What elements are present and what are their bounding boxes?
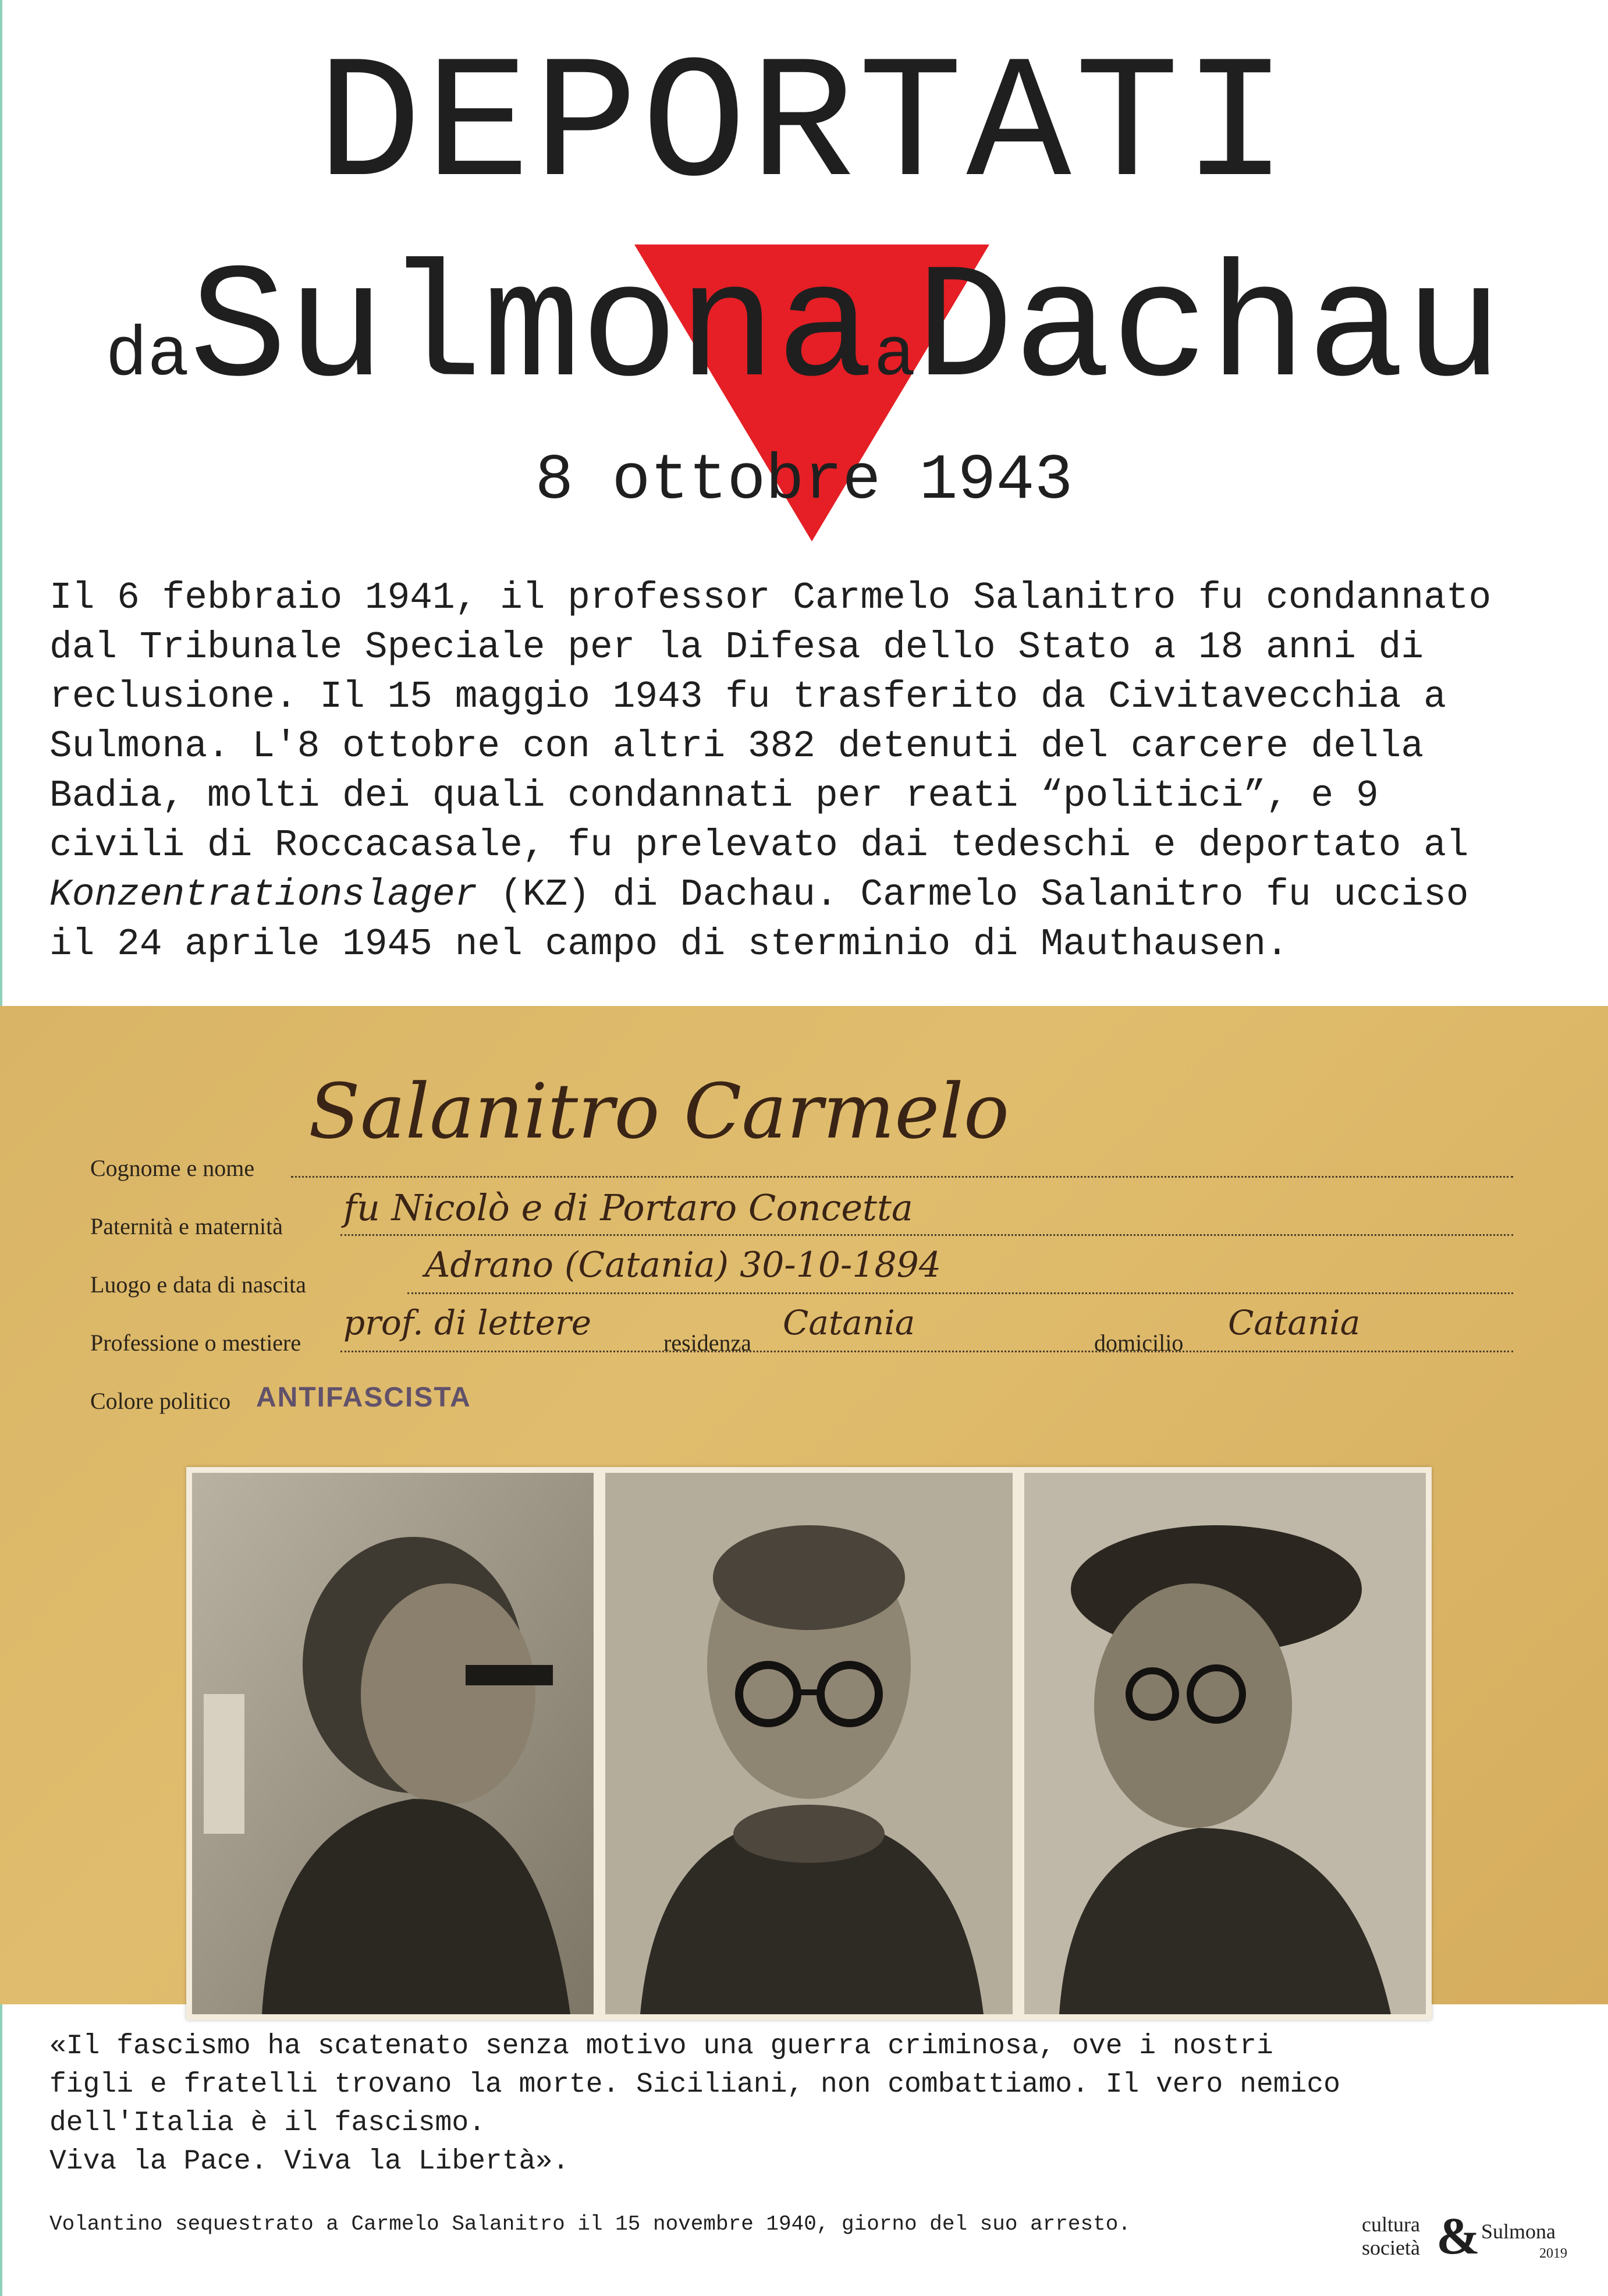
- card-profession-handwritten: prof. di lettere: [343, 1303, 592, 1342]
- quote-caption: Volantino sequestrato a Carmelo Salanitro il 15 novembre 1940, giorno del suo arresto.: [49, 2212, 1131, 2236]
- card-stamp-antifascista: ANTIFASCISTA: [256, 1382, 471, 1413]
- page-title: DEPORTATI: [317, 29, 1291, 227]
- mugshot-profile-right-with-hat: [1024, 1473, 1426, 2014]
- quote-text: «Il fascismo ha scatenato senza motivo una guerra criminosa, ove i nostri figli e fratelli trovano la morte. Siciliani, non combattiamo. Il vero nemico dell'Italia è il fascismo. Viva la Pace. Viva la Libertà».: [49, 2031, 1340, 2177]
- card-line: [340, 1234, 1513, 1236]
- card-residence-handwritten: Catania: [783, 1303, 915, 1342]
- card-label-cognome: Cognome e nome: [90, 1155, 255, 1181]
- subtitle-from-prefix: da: [105, 317, 190, 396]
- card-parents-handwritten: fu Nicolò e di Portaro Concetta: [343, 1186, 913, 1229]
- card-label-luogo: Luogo e data di nascita: [90, 1271, 306, 1298]
- cultura-societa-logo: [1362, 2206, 1595, 2276]
- subtitle-to: Dachau: [915, 239, 1503, 424]
- logo-ampersand: &: [1436, 2208, 1480, 2265]
- logo-word-sulmona: Sulmona: [1481, 2220, 1556, 2243]
- subtitle-to-prefix: a: [874, 317, 916, 396]
- card-line: [291, 1176, 1513, 1178]
- body-part-1: Il 6 febbraio 1941, il professor Carmelo Salanitro fu condannato dal Tribunale Speciale per la Difesa dello Stato a 18 anni di reclusione. Il 15 maggio 1943 fu trasferito da Civitavecchia a Sulmona. L'8 ottobre con altri 382 detenuti del carcere della Badia, molti dei quali condannati per reati “politici”, e 9 civili di Roccacasale, fu prelevato dai tedeschi e deportato al: [49, 577, 1492, 867]
- event-date: 8 ottobre 1943: [535, 445, 1073, 518]
- body-paragraph: [49, 573, 1563, 969]
- card-birth-handwritten: Adrano (Catania) 30-10-1894: [425, 1245, 942, 1285]
- logo-word-cultura: cultura: [1362, 2213, 1420, 2236]
- mugshot-profile-left: [192, 1473, 594, 2014]
- card-label-colore: Colore politico: [90, 1388, 231, 1414]
- card-label-domicilio: domicilio: [1094, 1330, 1184, 1356]
- mugshot-strip: [186, 1467, 1432, 2020]
- body-part-2: (KZ) di Dachau. Carmelo Salanitro fu ucciso il 24 aprile 1945 nel campo di sterminio di Mauthausen.: [49, 874, 1469, 966]
- card-domicile-handwritten: Catania: [1228, 1303, 1361, 1342]
- card-label-paternita: Paternità e maternità: [90, 1213, 283, 1239]
- card-label-residenza: residenza: [663, 1330, 752, 1356]
- logo-word-societa: società: [1362, 2236, 1420, 2259]
- card-label-professione: Professione o mestiere: [90, 1330, 301, 1356]
- subtitle-from: Sulmona: [189, 239, 874, 424]
- card-line: [340, 1351, 1513, 1352]
- card-name-handwritten: Salanitro Carmelo: [308, 1067, 1010, 1156]
- mugshot-front: [605, 1473, 1013, 2014]
- subtitle: [0, 239, 1608, 459]
- card-line: [407, 1292, 1513, 1294]
- body-italic-term: Konzentrationslager: [49, 874, 478, 916]
- logo-year: 2019: [1539, 2246, 1567, 2261]
